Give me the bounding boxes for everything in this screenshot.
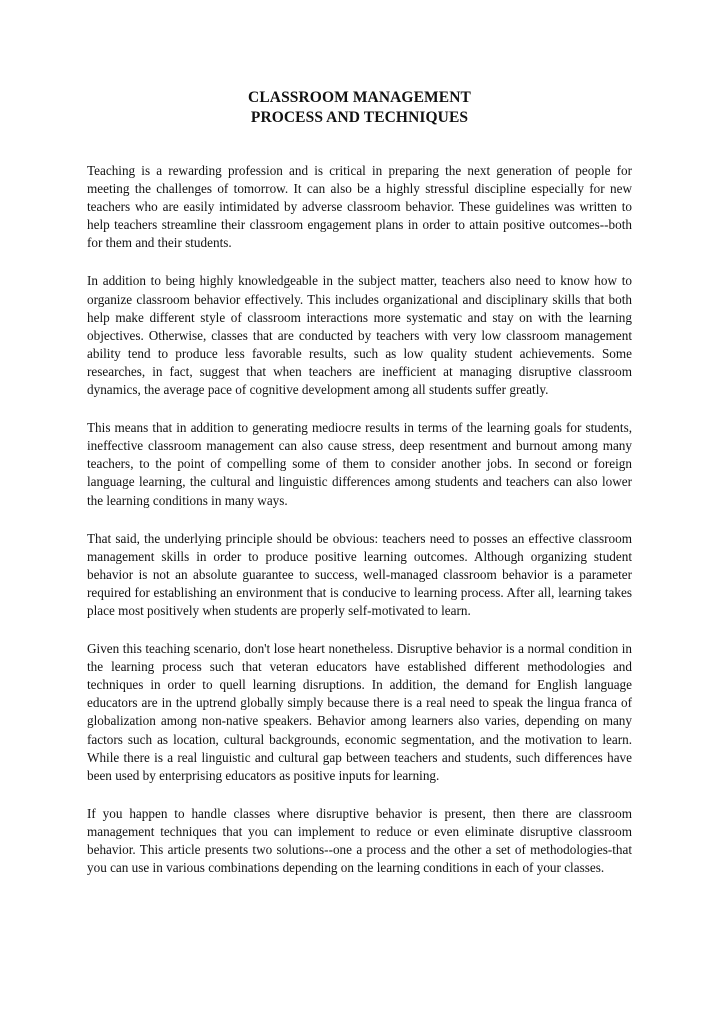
document-title [0,88,719,128]
paragraph-4: That said, the underlying principle should be obvious: teachers need to posses an effective classroom management skills in order to produce positive learning outcomes. Although organizing student behavior is not an absolute guarantee to success, well-managed classroom behavior is a parameter required for establishing an environment that is conducive to learning process. After all, learning takes place most positively when students are properly self-motivated to learn. [87,530,632,618]
paragraph-2: In addition to being highly knowledgeable in the subject matter, teachers also need to know how to organize classroom behavior effectively. This includes organizational and disciplinary skills that both help make different style of classroom interactions more systematic and stay on with the learning objectives. Otherwise, classes that are conducted by teachers with very low classroom management ability tend to produce less favorable results, such as low quality student achievements. Some researches, in fact, suggest that when teachers are inefficient at managing disruptive classroom dynamics, the average pace of cognitive development among all students suffer greatly. [87,273,632,398]
paragraph-3: This means that in addition to generating mediocre results in terms of the learning goals for students, ineffective classroom management can also cause stress, deep resentment and burnout among many teachers, to the point of compelling some of them to consider another jobs. In second or foreign language learning, the cultural and linguistic differences among students and teachers can also lower the learning conditions in many ways. [87,420,632,508]
paragraph-6: If you happen to handle classes where disruptive behavior is present, then there are classroom management techniques that you can implement to reduce or even eliminate disruptive classroom behavior. This article presents two solutions--one a process and the other a set of methodologies-that you can use in various combinations depending on the learning conditions in each of your classes. [87,805,632,876]
title-line-2: PROCESS AND TECHNIQUES [250,109,469,126]
paragraph-5: Given this teaching scenario, don't lose heart nonetheless. Disruptive behavior is a normal condition in the learning process such that veteran educators have established different methodologies and techniques in order to quell learning disruptions. In addition, the demand for English language educators are in the uptrend globally simply because there is a real need to speak the lingua franca of globalization among non-native speakers. Behavior among learners also varies, depending on many factors such as location, cultural backgrounds, economic segmentation, and the motivation to learn. While there is a real linguistic and cultural gap between teachers and students, such differences have been used by enterprising educators as positive inputs for learning. [87,641,632,783]
document-body [87,162,632,897]
paragraph-1: Teaching is a rewarding profession and is critical in preparing the next generation of people for meeting the challenges of tomorrow. It can also be a highly stressful discipline especially for new teachers who are easily intimidated by adverse classroom behavior. These guidelines was written to help teachers streamline their classroom engagement plans in order to attain positive outcomes--both for them and their students. [87,163,632,251]
title-line-1: CLASSROOM MANAGEMENT [248,89,471,106]
